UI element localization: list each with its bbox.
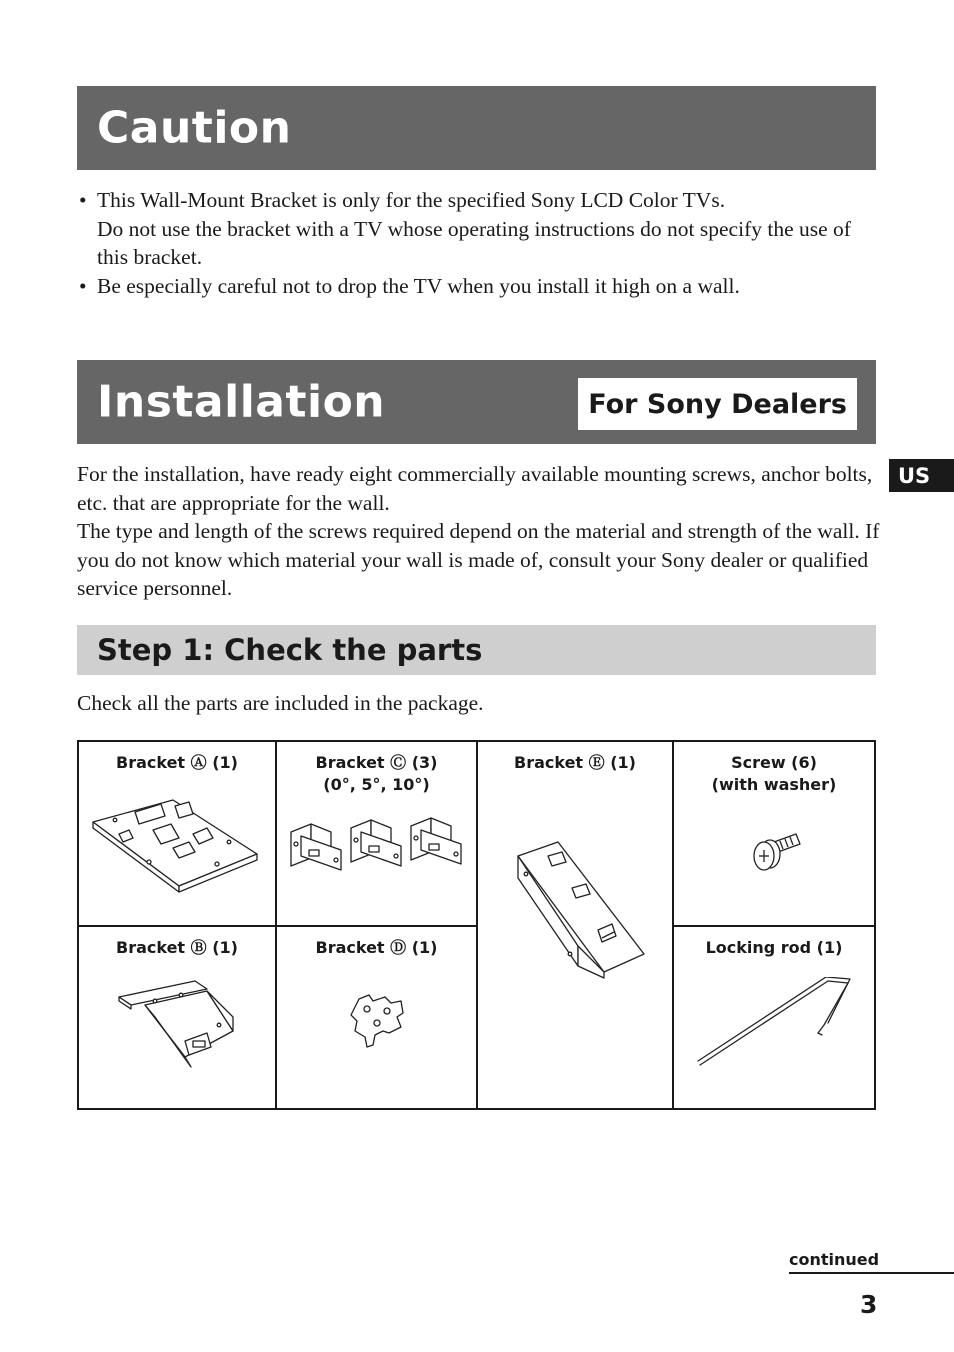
part-label: Bracket Ⓔ (1)	[514, 753, 636, 772]
part-locking-rod	[674, 927, 874, 1108]
locking-rod-illustration	[694, 977, 864, 1077]
dealer-tag: For Sony Dealers	[578, 378, 857, 430]
installation-banner	[77, 360, 876, 444]
caution-bullet-1-line2: Do not use the bracket with a TV whose operating instructions do not specify the use of this bracket.	[97, 216, 851, 269]
bracket-c-illustration	[287, 814, 467, 884]
part-bracket-a	[79, 742, 275, 925]
bracket-e-illustration	[508, 838, 658, 988]
part-label: Locking rod (1)	[705, 938, 843, 957]
continued-rule	[789, 1272, 954, 1274]
step1-title: Step 1: Check the parts	[97, 633, 483, 667]
part-bracket-c	[277, 742, 476, 925]
part-label: Screw (6) (with washer)	[711, 753, 837, 794]
part-label: Bracket Ⓑ (1)	[116, 938, 238, 957]
caution-banner	[77, 86, 876, 170]
caution-bullet-1-line1: This Wall-Mount Bracket is only for the specified Sony LCD Color TVs.	[97, 188, 726, 212]
part-screw	[674, 742, 874, 925]
screw-illustration	[748, 828, 808, 874]
caution-list	[77, 186, 877, 300]
part-label: Bracket Ⓒ (3) (0°, 5°, 10°)	[315, 753, 438, 794]
step1-header	[77, 625, 876, 675]
part-label: Bracket Ⓐ (1)	[116, 753, 238, 772]
part-bracket-b	[79, 927, 275, 1108]
installation-title: Installation	[97, 376, 386, 428]
continued-label: continued	[789, 1250, 880, 1269]
part-bracket-d	[277, 927, 476, 1108]
caution-bullet	[77, 186, 877, 272]
page-number: 3	[860, 1290, 878, 1319]
bracket-d-illustration	[345, 989, 409, 1053]
bracket-a-illustration	[89, 794, 269, 894]
installation-intro-1: For the installation, have ready eight commercially available mounting screws, anchor bolts, etc. that are appropriate for the wall.	[77, 462, 873, 515]
installation-intro-2: The type and length of the screws required depend on the material and strength of the wall. If you do not know which material your wall is made of, consult your Sony dealer or qualified service personnel.	[77, 519, 880, 600]
step1-instruction: Check all the parts are included in the package.	[77, 691, 484, 715]
part-bracket-e	[478, 742, 672, 1108]
language-tab: US	[889, 459, 954, 492]
part-label: Bracket Ⓓ (1)	[315, 938, 438, 957]
parts-table	[77, 740, 876, 1110]
bracket-b-illustration	[115, 977, 245, 1072]
caution-bullet	[77, 272, 877, 301]
caution-title: Caution	[97, 102, 292, 154]
caution-bullet-2: Be especially careful not to drop the TV when you install it high on a wall.	[97, 273, 740, 298]
